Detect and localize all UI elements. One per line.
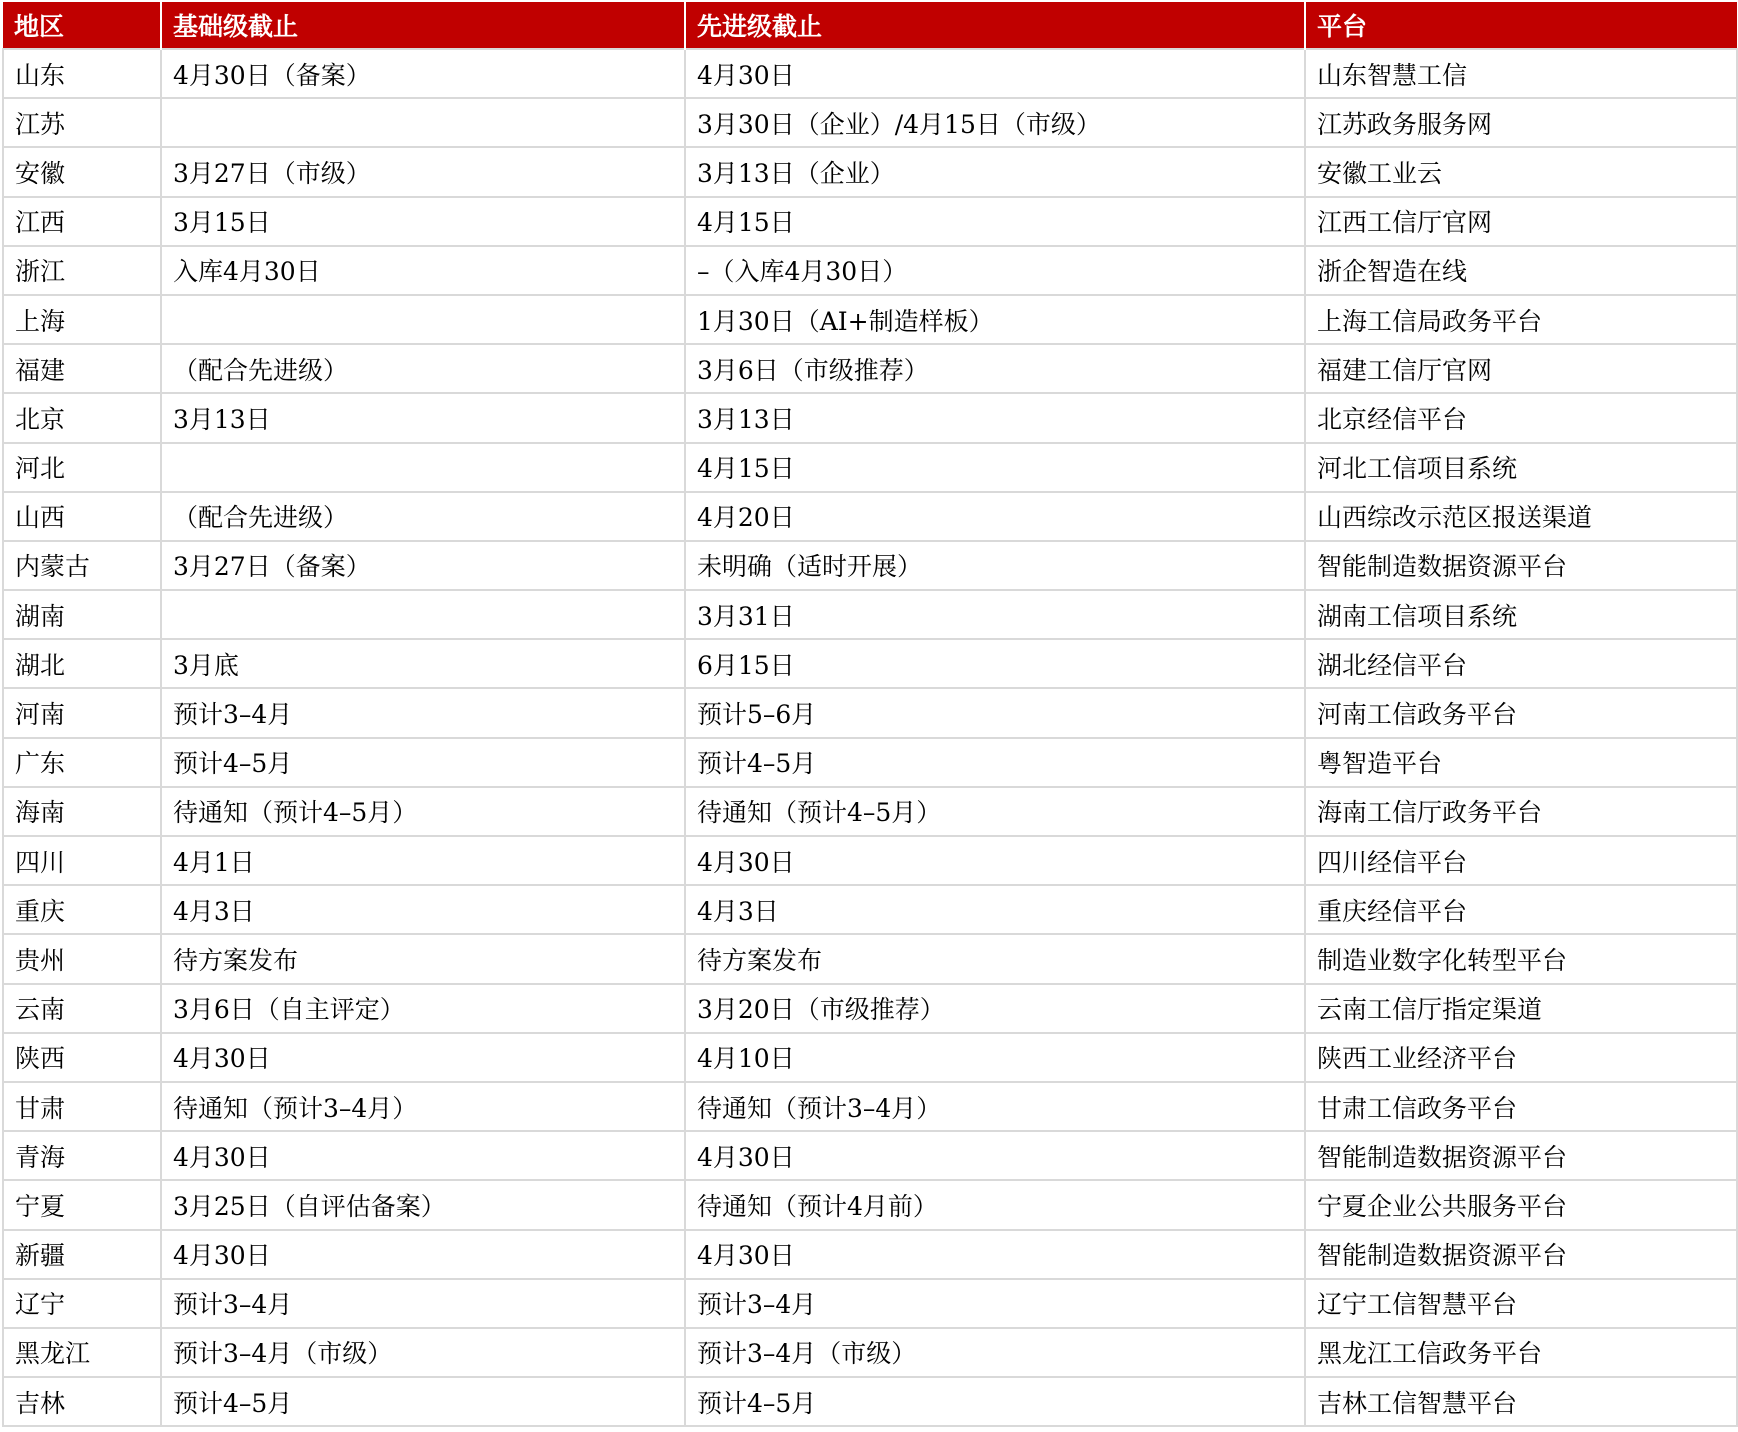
table-row xyxy=(3,1230,1737,1279)
cell-platform: 智能制造数据资源平台 xyxy=(1305,541,1737,590)
cell-basic-deadline xyxy=(161,98,685,147)
table-row xyxy=(3,984,1737,1033)
cell-advanced-deadline: 预计4–5月 xyxy=(685,1377,1305,1426)
cell-platform: 湖北经信平台 xyxy=(1305,639,1737,688)
cell-platform: 智能制造数据资源平台 xyxy=(1305,1230,1737,1279)
cell-basic-deadline: 4月30日 xyxy=(161,1131,685,1180)
cell-region: 贵州 xyxy=(3,934,161,983)
cell-basic-deadline: 3月6日（自主评定） xyxy=(161,984,685,1033)
cell-advanced-deadline: 4月30日 xyxy=(685,836,1305,885)
cell-basic-deadline: 预计3–4月（市级） xyxy=(161,1328,685,1377)
table-row xyxy=(3,1180,1737,1229)
cell-region: 江苏 xyxy=(3,98,161,147)
cell-advanced-deadline: 4月30日 xyxy=(685,1230,1305,1279)
table-row xyxy=(3,639,1737,688)
cell-platform: 陕西工业经济平台 xyxy=(1305,1033,1737,1082)
cell-basic-deadline: （配合先进级） xyxy=(161,492,685,541)
table-row xyxy=(3,1279,1737,1328)
cell-region: 内蒙古 xyxy=(3,541,161,590)
cell-platform: 吉林工信智慧平台 xyxy=(1305,1377,1737,1426)
cell-platform: 黑龙江工信政务平台 xyxy=(1305,1328,1737,1377)
cell-platform: 制造业数字化转型平台 xyxy=(1305,934,1737,983)
cell-platform: 江苏政务服务网 xyxy=(1305,98,1737,147)
table-row xyxy=(3,492,1737,541)
table-row xyxy=(3,738,1737,787)
cell-basic-deadline: 3月27日（市级） xyxy=(161,147,685,196)
cell-region: 陕西 xyxy=(3,1033,161,1082)
cell-advanced-deadline: 3月31日 xyxy=(685,590,1305,639)
cell-basic-deadline: 预计3–4月 xyxy=(161,1279,685,1328)
cell-basic-deadline: （配合先进级） xyxy=(161,344,685,393)
cell-region: 湖南 xyxy=(3,590,161,639)
cell-platform: 宁夏企业公共服务平台 xyxy=(1305,1180,1737,1229)
table-row xyxy=(3,787,1737,836)
table-row xyxy=(3,197,1737,246)
table-row xyxy=(3,295,1737,344)
cell-advanced-deadline: 6月15日 xyxy=(685,639,1305,688)
header-region: 地区 xyxy=(3,2,161,49)
cell-advanced-deadline: –（入库4月30日） xyxy=(685,246,1305,295)
cell-basic-deadline: 4月30日 xyxy=(161,1033,685,1082)
table-row xyxy=(3,246,1737,295)
cell-platform: 重庆经信平台 xyxy=(1305,885,1737,934)
cell-platform: 辽宁工信智慧平台 xyxy=(1305,1279,1737,1328)
cell-region: 湖北 xyxy=(3,639,161,688)
cell-advanced-deadline: 1月30日（AI+制造样板） xyxy=(685,295,1305,344)
table-row xyxy=(3,1033,1737,1082)
cell-platform: 粤智造平台 xyxy=(1305,738,1737,787)
cell-region: 云南 xyxy=(3,984,161,1033)
cell-region: 福建 xyxy=(3,344,161,393)
cell-region: 广东 xyxy=(3,738,161,787)
table-row xyxy=(3,541,1737,590)
table-row xyxy=(3,393,1737,442)
cell-advanced-deadline: 4月30日 xyxy=(685,1131,1305,1180)
cell-basic-deadline: 3月13日 xyxy=(161,393,685,442)
cell-platform: 甘肃工信政务平台 xyxy=(1305,1082,1737,1131)
cell-region: 辽宁 xyxy=(3,1279,161,1328)
cell-region: 黑龙江 xyxy=(3,1328,161,1377)
cell-region: 四川 xyxy=(3,836,161,885)
table-row xyxy=(3,98,1737,147)
cell-basic-deadline: 4月30日（备案） xyxy=(161,49,685,98)
cell-platform: 福建工信厅官网 xyxy=(1305,344,1737,393)
cell-platform: 云南工信厅指定渠道 xyxy=(1305,984,1737,1033)
cell-platform: 浙企智造在线 xyxy=(1305,246,1737,295)
cell-platform: 湖南工信项目系统 xyxy=(1305,590,1737,639)
cell-platform: 山东智慧工信 xyxy=(1305,49,1737,98)
table-row xyxy=(3,147,1737,196)
cell-advanced-deadline: 3月6日（市级推荐） xyxy=(685,344,1305,393)
cell-basic-deadline: 预计3–4月 xyxy=(161,688,685,737)
table-row xyxy=(3,1131,1737,1180)
table-row xyxy=(3,836,1737,885)
table-row xyxy=(3,1328,1737,1377)
cell-platform: 江西工信厅官网 xyxy=(1305,197,1737,246)
cell-platform: 山西综改示范区报送渠道 xyxy=(1305,492,1737,541)
cell-advanced-deadline: 待通知（预计4–5月） xyxy=(685,787,1305,836)
cell-basic-deadline: 预计4–5月 xyxy=(161,1377,685,1426)
cell-region: 上海 xyxy=(3,295,161,344)
cell-region: 甘肃 xyxy=(3,1082,161,1131)
deadline-table-container xyxy=(2,2,1736,1427)
table-row xyxy=(3,590,1737,639)
cell-advanced-deadline: 4月20日 xyxy=(685,492,1305,541)
cell-region: 山东 xyxy=(3,49,161,98)
cell-region: 山西 xyxy=(3,492,161,541)
cell-basic-deadline: 4月1日 xyxy=(161,836,685,885)
cell-region: 河南 xyxy=(3,688,161,737)
cell-region: 海南 xyxy=(3,787,161,836)
cell-basic-deadline: 4月30日 xyxy=(161,1230,685,1279)
cell-advanced-deadline: 未明确（适时开展） xyxy=(685,541,1305,590)
cell-advanced-deadline: 预计3–4月（市级） xyxy=(685,1328,1305,1377)
header-basic-deadline: 基础级截止 xyxy=(161,2,685,49)
cell-region: 重庆 xyxy=(3,885,161,934)
cell-advanced-deadline: 待通知（预计4月前） xyxy=(685,1180,1305,1229)
table-row xyxy=(3,443,1737,492)
table-row xyxy=(3,49,1737,98)
cell-advanced-deadline: 4月10日 xyxy=(685,1033,1305,1082)
cell-platform: 四川经信平台 xyxy=(1305,836,1737,885)
cell-platform: 河南工信政务平台 xyxy=(1305,688,1737,737)
header-platform: 平台 xyxy=(1305,2,1737,49)
cell-basic-deadline: 待通知（预计4–5月） xyxy=(161,787,685,836)
cell-basic-deadline xyxy=(161,590,685,639)
cell-region: 青海 xyxy=(3,1131,161,1180)
cell-basic-deadline: 待方案发布 xyxy=(161,934,685,983)
cell-advanced-deadline: 3月13日 xyxy=(685,393,1305,442)
table-body xyxy=(3,49,1737,1426)
cell-platform: 上海工信局政务平台 xyxy=(1305,295,1737,344)
table-header-row xyxy=(3,2,1737,49)
deadline-table xyxy=(2,2,1738,1427)
table-row xyxy=(3,688,1737,737)
cell-basic-deadline: 3月底 xyxy=(161,639,685,688)
cell-advanced-deadline: 待通知（预计3–4月） xyxy=(685,1082,1305,1131)
cell-advanced-deadline: 4月3日 xyxy=(685,885,1305,934)
cell-region: 新疆 xyxy=(3,1230,161,1279)
cell-region: 北京 xyxy=(3,393,161,442)
cell-region: 浙江 xyxy=(3,246,161,295)
cell-advanced-deadline: 4月30日 xyxy=(685,49,1305,98)
cell-advanced-deadline: 3月13日（企业） xyxy=(685,147,1305,196)
cell-region: 江西 xyxy=(3,197,161,246)
cell-advanced-deadline: 4月15日 xyxy=(685,443,1305,492)
cell-region: 宁夏 xyxy=(3,1180,161,1229)
cell-platform: 海南工信厅政务平台 xyxy=(1305,787,1737,836)
cell-advanced-deadline: 4月15日 xyxy=(685,197,1305,246)
header-advanced-deadline: 先进级截止 xyxy=(685,2,1305,49)
cell-basic-deadline: 预计4–5月 xyxy=(161,738,685,787)
cell-basic-deadline: 待通知（预计3–4月） xyxy=(161,1082,685,1131)
table-row xyxy=(3,885,1737,934)
cell-basic-deadline xyxy=(161,443,685,492)
cell-basic-deadline: 4月3日 xyxy=(161,885,685,934)
table-row xyxy=(3,1377,1737,1426)
cell-basic-deadline: 入库4月30日 xyxy=(161,246,685,295)
cell-advanced-deadline: 预计5–6月 xyxy=(685,688,1305,737)
cell-platform: 河北工信项目系统 xyxy=(1305,443,1737,492)
cell-advanced-deadline: 待方案发布 xyxy=(685,934,1305,983)
cell-region: 安徽 xyxy=(3,147,161,196)
cell-basic-deadline xyxy=(161,295,685,344)
cell-region: 吉林 xyxy=(3,1377,161,1426)
cell-advanced-deadline: 3月20日（市级推荐） xyxy=(685,984,1305,1033)
table-row xyxy=(3,934,1737,983)
cell-basic-deadline: 3月25日（自评估备案） xyxy=(161,1180,685,1229)
cell-advanced-deadline: 3月30日（企业）/4月15日（市级） xyxy=(685,98,1305,147)
table-row xyxy=(3,344,1737,393)
cell-basic-deadline: 3月15日 xyxy=(161,197,685,246)
cell-platform: 智能制造数据资源平台 xyxy=(1305,1131,1737,1180)
cell-platform: 北京经信平台 xyxy=(1305,393,1737,442)
table-row xyxy=(3,1082,1737,1131)
cell-region: 河北 xyxy=(3,443,161,492)
cell-advanced-deadline: 预计4–5月 xyxy=(685,738,1305,787)
cell-advanced-deadline: 预计3–4月 xyxy=(685,1279,1305,1328)
cell-platform: 安徽工业云 xyxy=(1305,147,1737,196)
cell-basic-deadline: 3月27日（备案） xyxy=(161,541,685,590)
